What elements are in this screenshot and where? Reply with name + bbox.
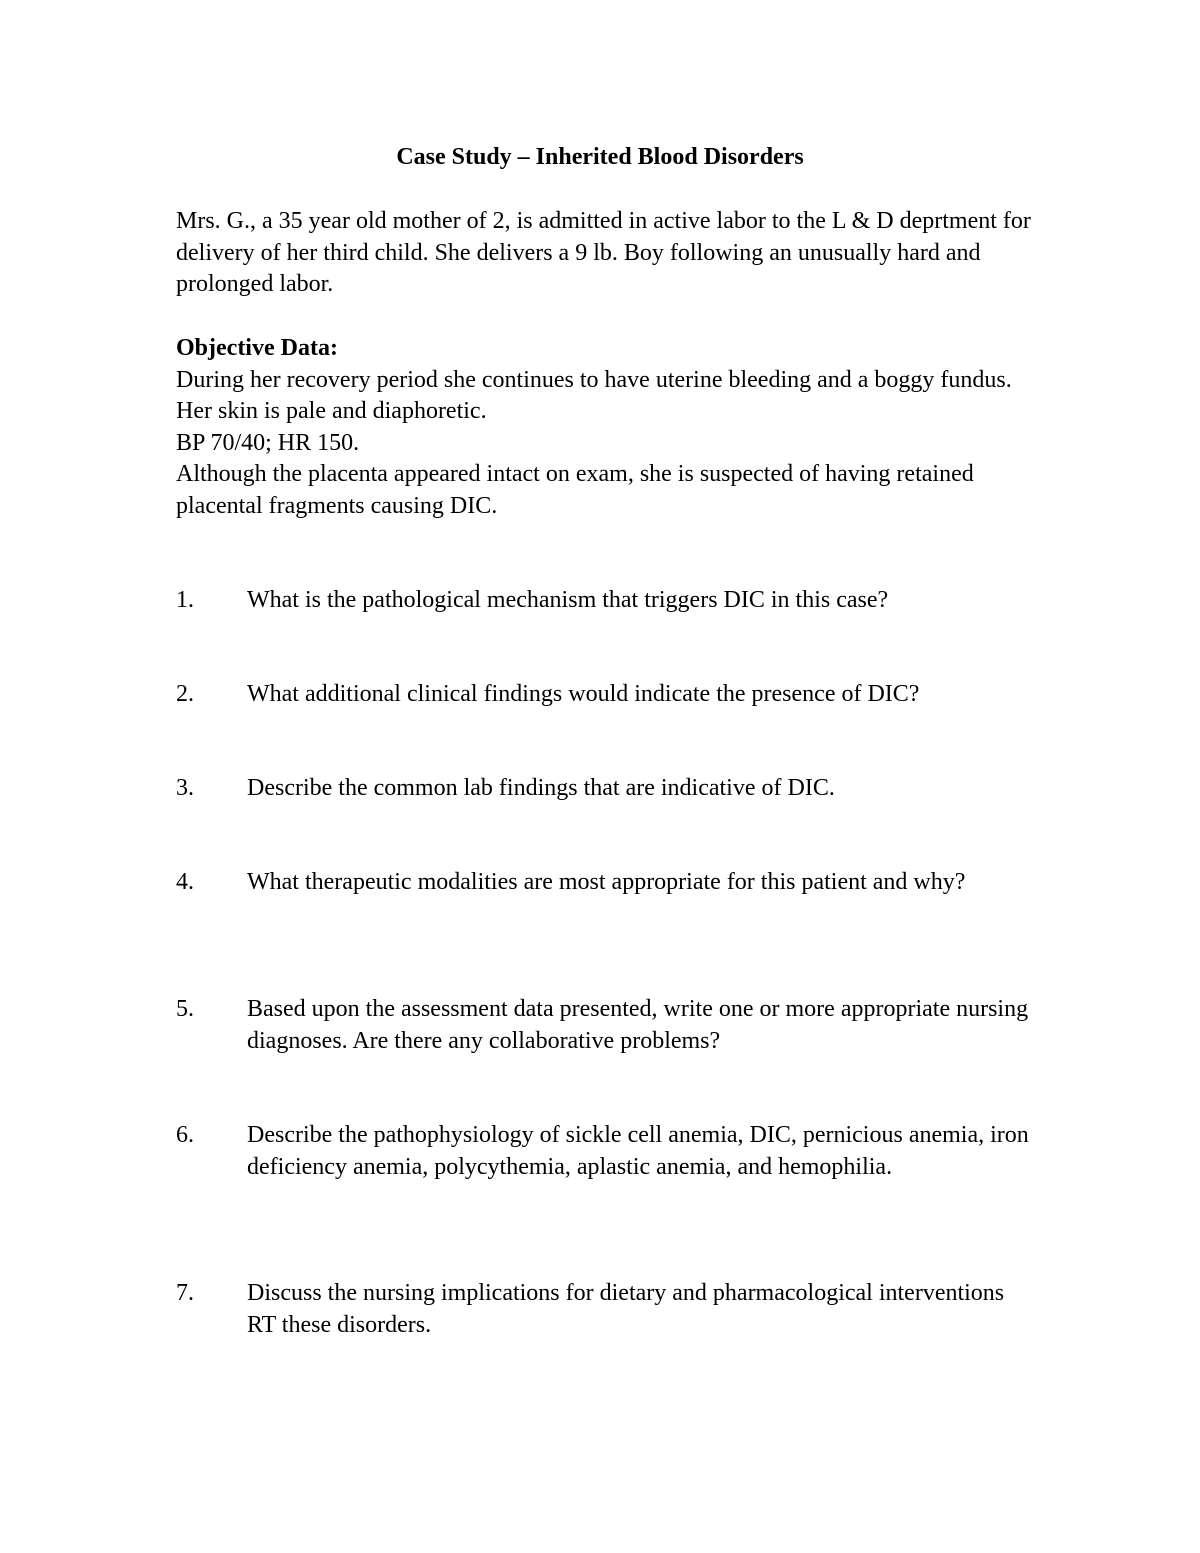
question-number: 4. — [176, 869, 194, 895]
question-text: Based upon the assessment data presented, write one or more appropriate nursing diagnoses. Are there any collaborative problems? — [247, 996, 1029, 1054]
question-item — [176, 679, 1036, 711]
question-number: 1. — [176, 587, 194, 613]
question-number: 7. — [176, 1280, 194, 1306]
question-number: 3. — [176, 775, 194, 801]
question-text: What is the pathological mechanism that triggers DIC in this case? — [247, 587, 889, 613]
case-intro-paragraph: Mrs. G., a 35 year old mother of 2, is admitted in active labor to the L & D deprtment for delivery of her third child. She delivers a 9 lb. Boy following an unusually hard and prolonged labor. — [176, 208, 1031, 297]
question-text: What therapeutic modalities are most appropriate for this patient and why? — [247, 869, 966, 895]
question-item — [176, 867, 1036, 899]
question-item — [176, 1278, 1036, 1341]
objective-line-vitals: BP 70/40; HR 150. — [176, 429, 360, 456]
question-number: 2. — [176, 681, 194, 707]
objective-line-placenta: Although the placenta appeared intact on exam, she is suspected of having retained placental fragments causing DIC. — [176, 461, 974, 519]
objective-line-skin: Her skin is pale and diaphoretic. — [176, 398, 487, 424]
question-item — [176, 1120, 1036, 1183]
question-item — [176, 585, 1036, 617]
document-title: Case Study – Inherited Blood Disorders — [396, 144, 804, 170]
question-number: 5. — [176, 996, 194, 1022]
objective-data-heading: Objective Data: — [176, 335, 338, 361]
question-item — [176, 773, 1036, 805]
question-number: 6. — [176, 1122, 194, 1148]
question-text: Describe the common lab findings that are indicative of DIC. — [247, 775, 835, 801]
question-text: Discuss the nursing implications for dietary and pharmacological interventions RT these disorders. — [247, 1280, 1005, 1338]
question-item — [176, 994, 1036, 1057]
objective-line-bleeding: During her recovery period she continues to have uterine bleeding and a boggy fundus. — [176, 366, 1012, 393]
objective-data-section — [176, 333, 1036, 522]
question-text: What additional clinical findings would indicate the presence of DIC? — [247, 681, 920, 707]
question-text: Describe the pathophysiology of sickle cell anemia, DIC, pernicious anemia, iron deficiency anemia, polycythemia, aplastic anemia, and hemophilia. — [247, 1122, 1029, 1180]
